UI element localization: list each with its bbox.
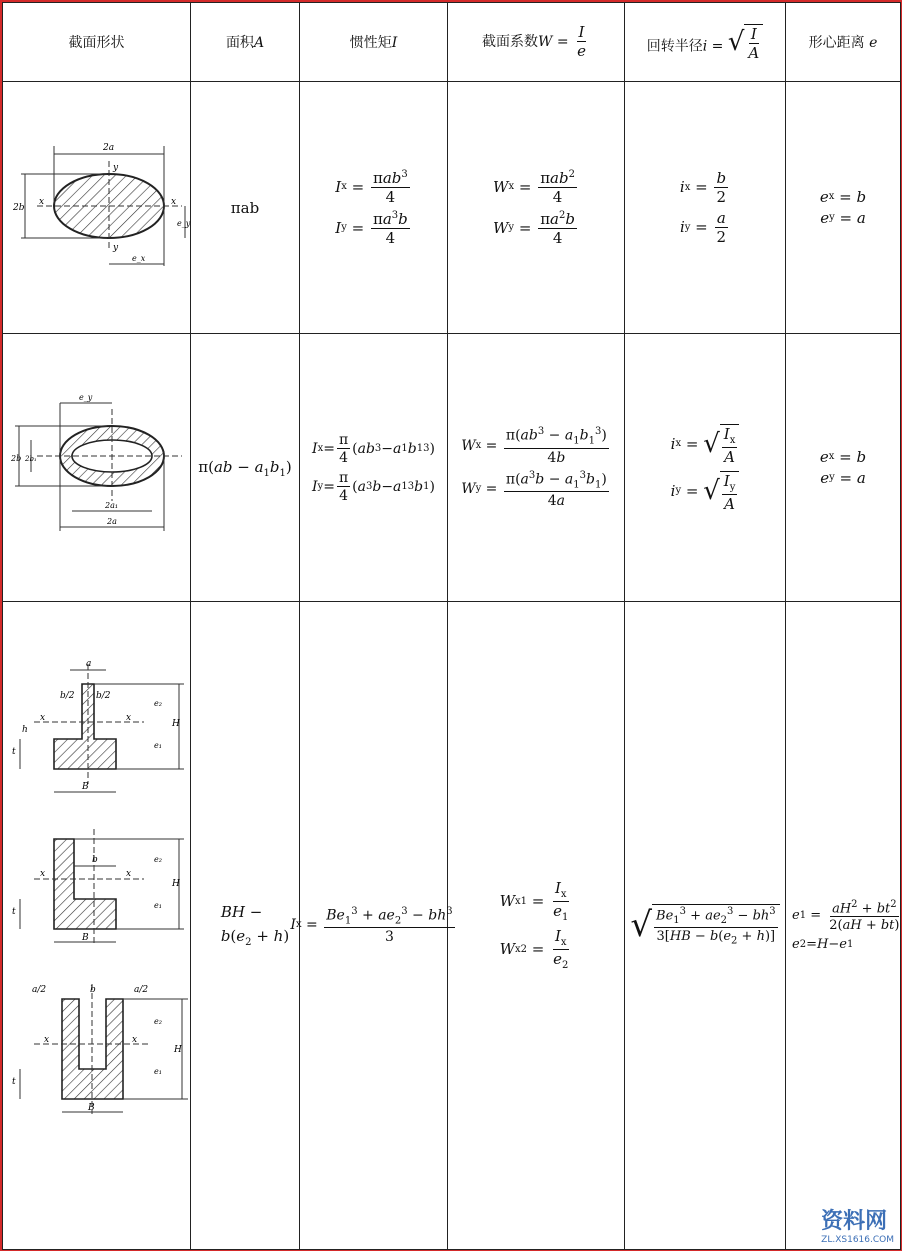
inertia-cell: I x = π 4 ( ab 3 − a 1 b 1 3 ) I y = π 4 ( a 3 b − a 1 3 b 1 ) xyxy=(300,334,448,602)
svg-text:B: B xyxy=(81,932,89,943)
centroid-cell: e x = b e y = a xyxy=(786,334,901,602)
svg-text:x: x xyxy=(38,196,44,207)
svg-text:x: x xyxy=(125,868,131,879)
header-radius: 回转半径i = √ $\frac{I}{A}$ xyxy=(625,3,786,82)
svg-text:b: b xyxy=(89,984,96,995)
table-row xyxy=(3,334,901,602)
shape-cell xyxy=(3,334,191,602)
area-cell: BH − $b(e_2 + h)$ xyxy=(191,602,300,1250)
svg-text:e_y: e_y xyxy=(176,218,190,228)
header-area: 面积A xyxy=(191,3,300,82)
svg-text:x: x xyxy=(43,1034,49,1045)
header-centroid: 形心距离 e xyxy=(786,3,901,82)
svg-text:x: x xyxy=(39,868,45,879)
svg-text:h: h xyxy=(21,724,28,735)
svg-text:y: y xyxy=(112,162,118,173)
svg-text:e₂: e₂ xyxy=(153,1016,162,1026)
radius-cell: √ $\frac{Be_1^3 + ae_2^3 - bh^3}{3[HB - b(e_2 + h)]}$ xyxy=(625,602,786,1250)
svg-text:y: y xyxy=(112,242,118,253)
header-inertia: 惯性矩I xyxy=(300,3,448,82)
svg-text:x: x xyxy=(39,712,45,723)
header-row xyxy=(3,3,901,82)
svg-text:B: B xyxy=(87,1102,95,1113)
svg-text:e₁: e₁ xyxy=(153,740,162,750)
table-row xyxy=(3,602,901,1250)
svg-text:t: t xyxy=(11,746,16,757)
modulus-cell: W x1 = $I_x$ $e_1$ W x2 = $I_x$ $e_2$ xyxy=(448,602,625,1250)
area-cell: $\pi(ab - a_1b_1)$ xyxy=(191,334,300,602)
area-cell: πab xyxy=(191,82,300,334)
dim-2b: 2b xyxy=(12,202,24,213)
centroid-cell: e x = b e y = a xyxy=(786,82,901,334)
svg-text:H: H xyxy=(171,878,180,889)
svg-text:x: x xyxy=(131,1034,137,1045)
hollow-ellipse-diagram xyxy=(7,391,187,541)
svg-text:e_y: e_y xyxy=(78,392,92,402)
inertia-cell: I x = $Be_1^3 + ae_2^3 - bh^3$ 3 xyxy=(300,602,448,1250)
svg-text:t: t xyxy=(11,1076,16,1087)
inertia-cell: I x = πab$^3$ 4 I y = $\pi a^3b$ 4 xyxy=(300,82,448,334)
svg-text:2a₁: 2a₁ xyxy=(104,500,118,510)
shape-cell xyxy=(3,82,191,334)
ellipse-diagram xyxy=(7,136,190,276)
dim-2a: 2a xyxy=(102,142,114,153)
svg-text:B: B xyxy=(81,781,89,792)
t-section-diagrams xyxy=(4,644,190,1204)
radius-cell: i x = b 2 i y = a 2 xyxy=(625,82,786,334)
svg-text:H: H xyxy=(171,718,180,729)
svg-text:a/2: a/2 xyxy=(31,984,46,995)
svg-text:b: b xyxy=(91,854,98,865)
centroid-cell: e 1 = $aH^2 + bt^2$ 2(aH + bt) e 2 = H − e 1 xyxy=(786,602,901,1250)
header-shape: 截面形状 xyxy=(3,3,191,82)
modulus-cell: W x = πab$^2$ 4 W y = $\pi a^2b$ 4 xyxy=(448,82,625,334)
svg-text:a: a xyxy=(85,658,91,669)
modulus-cell: W x = $\pi(ab^3 - a_1b_1^3)$ 4b W y = $\pi(a^3b - a_1^3b_1)$ 4a xyxy=(448,334,625,602)
svg-text:x: x xyxy=(170,196,176,207)
svg-text:e_x: e_x xyxy=(131,253,145,263)
svg-text:2b: 2b xyxy=(10,453,21,463)
table-row xyxy=(3,82,901,334)
svg-text:H: H xyxy=(173,1044,182,1055)
svg-text:t: t xyxy=(11,906,16,917)
svg-text:b/2: b/2 xyxy=(95,690,111,701)
svg-text:e₂: e₂ xyxy=(153,854,162,864)
svg-text:e₂: e₂ xyxy=(153,698,162,708)
shape-cell xyxy=(3,602,191,1250)
header-modulus: 截面系数W = $\frac{I}{e}$ xyxy=(448,3,625,82)
watermark: 资料网 ZL.XS1616.COM xyxy=(821,1209,894,1245)
svg-text:2b₁: 2b₁ xyxy=(24,454,37,463)
svg-text:a/2: a/2 xyxy=(133,984,148,995)
svg-text:e₁: e₁ xyxy=(153,900,162,910)
svg-text:b/2: b/2 xyxy=(59,690,75,701)
svg-text:x: x xyxy=(125,712,131,723)
svg-text:2a: 2a xyxy=(106,516,117,526)
radius-cell: i x = √ $\frac{I_x}{A}$ i y = √ $\frac{I_y}{A}$ xyxy=(625,334,786,602)
svg-text:e₁: e₁ xyxy=(153,1066,162,1076)
